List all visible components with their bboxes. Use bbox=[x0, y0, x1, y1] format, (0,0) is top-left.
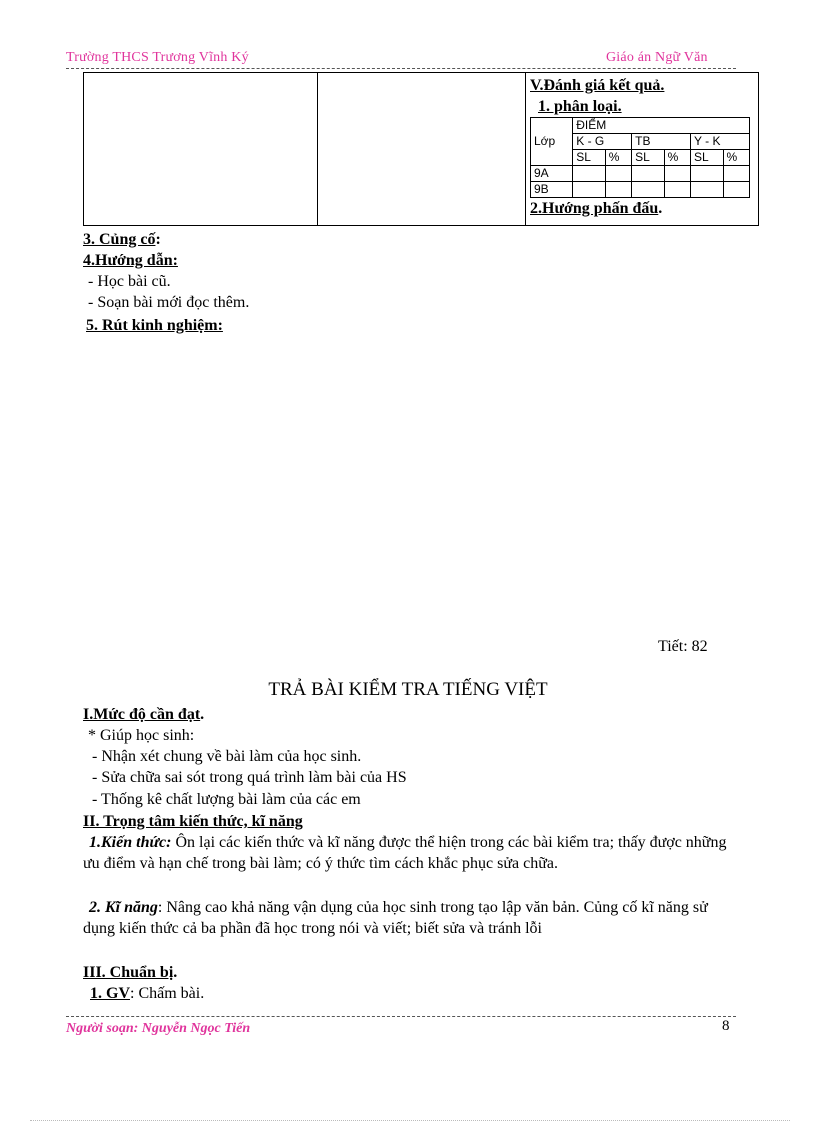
footer-divider bbox=[66, 1016, 736, 1017]
chuanbi-heading: III. Chuẩn bị. bbox=[83, 964, 178, 981]
score-row-label: 9B bbox=[531, 182, 573, 198]
evaluation-direction: 2.Hướng phấn đấu. bbox=[530, 200, 663, 217]
goal-item: - Sửa chữa sai sót trong quá trình làm bài của HS bbox=[92, 769, 407, 786]
huongdan-item: - Học bài cũ. bbox=[88, 273, 171, 290]
mucdo-heading: I.Mức độ cần đạt. bbox=[83, 706, 205, 723]
header-divider bbox=[66, 68, 736, 69]
huongdan-heading: 4.Hướng dẫn: bbox=[83, 252, 178, 269]
lesson-number: Tiết: 82 bbox=[658, 638, 708, 655]
gv-text: : Chấm bài. bbox=[130, 985, 205, 1002]
frame-col-2 bbox=[318, 73, 526, 226]
kinang-label: 2. Kĩ năng bbox=[89, 899, 158, 916]
score-table bbox=[530, 117, 750, 198]
score-group-kg: K - G bbox=[573, 134, 632, 150]
gv-label: 1. GV bbox=[90, 985, 130, 1002]
score-diem: ĐIỂM bbox=[573, 118, 750, 134]
score-sub: SL bbox=[691, 150, 723, 166]
evaluation-classify: 1. phân loại. bbox=[538, 98, 622, 115]
score-lop: Lớp bbox=[531, 118, 573, 166]
kinang-text: : Nâng cao khả năng vận dụng của học sinh trong tạo lập văn bản. Củng cố kĩ năng sử dụng kiến thức cả ba phần đã học trong nói và viết; biết sửa và tránh lỗi bbox=[83, 899, 708, 937]
kienthuc-paragraph: 1.Kiến thức: Ôn lại các kiến thức và kĩ năng được thể hiện trong các bài kiểm tra; thấy được những ưu điểm và hạn chế trong bài làm; có ý thức tìm cách khắc phục sửa chữa. bbox=[83, 834, 727, 872]
frame-col-3 bbox=[526, 73, 759, 226]
score-sub: SL bbox=[632, 150, 664, 166]
goal-item: - Thống kê chất lượng bài làm của các em bbox=[92, 791, 361, 808]
footer-author: Người soạn: Nguyễn Ngọc Tiến bbox=[66, 1021, 251, 1036]
lesson-frame-table bbox=[83, 72, 759, 226]
kienthuc-label: 1.Kiến thức bbox=[89, 834, 167, 851]
score-sub: % bbox=[723, 150, 750, 166]
score-sub: % bbox=[605, 150, 631, 166]
goal-item: - Nhận xét chung về bài làm của học sinh. bbox=[92, 748, 362, 765]
gv-line bbox=[90, 983, 204, 1004]
header-subject: Giáo án Ngữ Văn bbox=[606, 50, 708, 65]
kinang-paragraph bbox=[83, 897, 733, 939]
huongdan-item: - Soạn bài mới đọc thêm. bbox=[88, 294, 250, 311]
trongtam-heading: II. Trọng tâm kiến thức, kĩ năng bbox=[83, 813, 303, 830]
giup-hoc-sinh: * Giúp học sinh: bbox=[88, 727, 195, 744]
page-number: 8 bbox=[722, 1018, 730, 1034]
score-sub: SL bbox=[573, 150, 605, 166]
evaluation-title: V.Đánh giá kết quả. bbox=[530, 77, 665, 94]
page-edge bbox=[30, 1120, 790, 1121]
score-row-label: 9A bbox=[531, 166, 573, 182]
frame-col-1 bbox=[84, 73, 318, 226]
score-sub: % bbox=[664, 150, 690, 166]
cungco-heading: 3. Củng cố: bbox=[83, 231, 161, 248]
score-group-yk: Y - K bbox=[691, 134, 750, 150]
score-group-tb: TB bbox=[632, 134, 691, 150]
header-school: Trường THCS Trương Vĩnh Ký bbox=[66, 50, 249, 65]
lesson-title: TRẢ BÀI KIỂM TRA TIẾNG VIỆT bbox=[268, 679, 548, 700]
rutkinh-heading: 5. Rút kinh nghiệm: bbox=[86, 317, 223, 334]
kienthuc-text: Ôn lại các kiến thức và kĩ năng được thể hiện trong các bài kiểm tra; thấy được những ưu điểm và hạn chế trong bài làm; có ý thức tìm cách khắc phục sửa chữa. bbox=[83, 834, 727, 872]
